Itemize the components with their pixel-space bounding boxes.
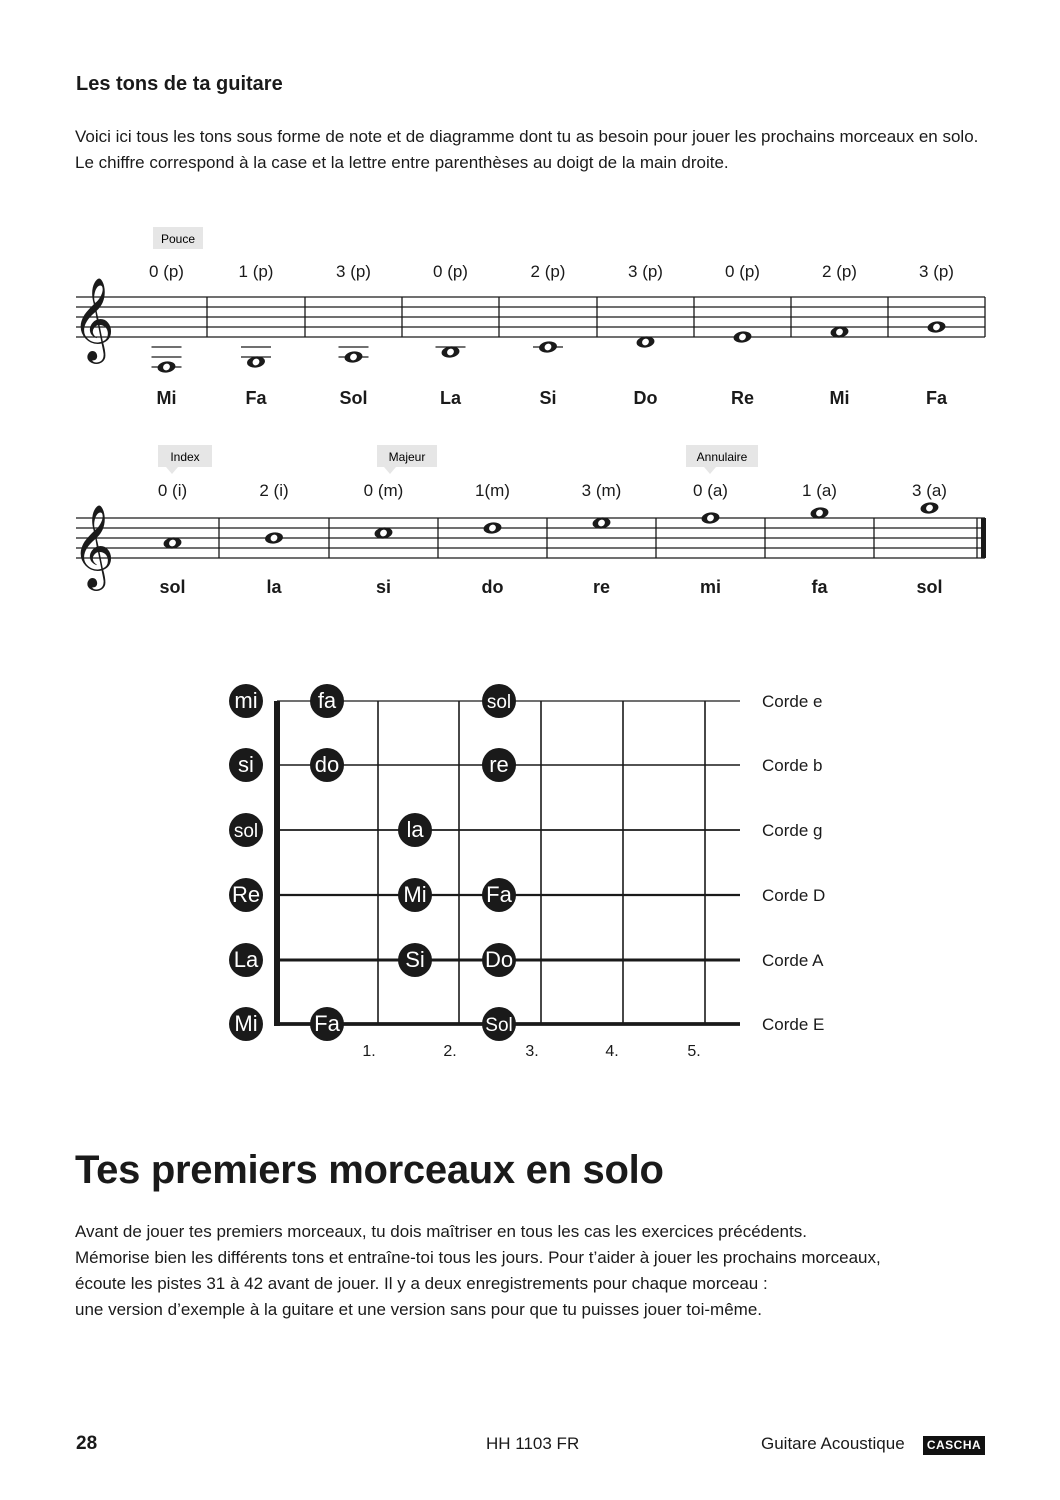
- whole-note: [733, 330, 752, 343]
- string-name-label: Corde D: [762, 886, 826, 905]
- callout-pouce: [153, 227, 203, 249]
- note-dot-label: mi: [234, 688, 258, 713]
- note-name-label: Fa: [925, 388, 948, 408]
- body-line: Mémorise bien les différents tons et entraîne-toi tous les jours. Pour t’aider à jouer les prochains morceaux,: [75, 1248, 881, 1267]
- callout-label: Majeur: [388, 450, 426, 464]
- fret-number-label: 4.: [605, 1043, 619, 1060]
- whole-note: [927, 320, 946, 333]
- note-dot-label: sol: [233, 821, 259, 842]
- fingering-label: 3 (p): [919, 262, 954, 281]
- note-dot: [310, 684, 344, 718]
- note-dot: [398, 878, 432, 912]
- note-dot-label: Mi: [234, 1011, 258, 1036]
- string-name-label: Corde A: [762, 951, 824, 970]
- note-dot: [310, 1007, 344, 1041]
- fret-number-label: 5.: [687, 1043, 701, 1060]
- section-body: [75, 1219, 1015, 1323]
- note-name-label: Sol: [339, 388, 368, 408]
- fret-number-label: 3.: [525, 1043, 539, 1060]
- fingering-label: 1 (p): [238, 262, 274, 281]
- publisher-logo: CASCHA: [923, 1436, 985, 1455]
- intro-paragraph: Voici ici tous les tons sous forme de note et de diagramme dont tu as besoin pour jouer les prochains morceaux en solo. Le chiffre correspond à la case et la lettre entre parenthèses au doigt de la main droite.: [75, 127, 979, 172]
- treble-clef-icon: 𝄞: [72, 279, 115, 359]
- note-dot-label: Do: [484, 947, 514, 972]
- note-dot: [229, 1007, 263, 1041]
- note-dot: [482, 943, 516, 977]
- fingering-label: 0 (p): [725, 262, 760, 281]
- fingering-label: 1 (a): [802, 481, 837, 500]
- body-line: Avant de jouer tes premiers morceaux, tu dois maîtriser en tous les cas les exercices précédents.: [75, 1222, 807, 1241]
- section-title: Tes premiers morceaux en solo: [75, 1148, 664, 1192]
- note-dot: [229, 748, 263, 782]
- note-name-label: re: [592, 577, 611, 597]
- fingering-label: 3 (a): [912, 481, 947, 500]
- fingering-label: 3 (m): [581, 481, 622, 500]
- body-line: une version d’exemple à la guitare et une version sans pour que tu puisses jouer toi-même.: [75, 1300, 762, 1319]
- fret-number-label: 1.: [362, 1043, 376, 1060]
- note-name-label: La: [439, 388, 462, 408]
- string-name-label: Corde E: [762, 1015, 825, 1034]
- whole-note: [920, 501, 939, 514]
- note-dot-label: Re: [231, 882, 261, 907]
- section-heading: Les tons de ta guitare: [76, 73, 283, 95]
- book-title: Guitare Acoustique: [761, 1434, 905, 1453]
- note-dot-label: Sol: [485, 1015, 513, 1036]
- note-dot-label: La: [233, 947, 259, 972]
- whole-note: [344, 350, 363, 363]
- note-dot: [398, 813, 432, 847]
- whole-note: [264, 531, 283, 544]
- note-dot: [229, 878, 263, 912]
- note-dot-label: sol: [486, 692, 512, 713]
- note-dot-label: Fa: [314, 1011, 340, 1036]
- fret-number-label: 2.: [443, 1043, 457, 1060]
- note-dot: [482, 684, 516, 718]
- fretboard-diagram: [229, 684, 825, 1060]
- note-dot-label: la: [406, 817, 424, 842]
- note-name-label: sol: [916, 577, 943, 597]
- note-name-label: fa: [811, 577, 828, 597]
- note-name-label: mi: [699, 577, 722, 597]
- note-name-label: Do: [633, 388, 658, 408]
- fingering-label: 2 (p): [822, 262, 857, 281]
- note-name-label: sol: [159, 577, 186, 597]
- note-dot-label: Mi: [403, 882, 427, 907]
- note-dot: [482, 748, 516, 782]
- note-name-label: Fa: [245, 388, 267, 408]
- final-bar-line: [981, 518, 986, 558]
- note-dot-label: re: [489, 752, 509, 777]
- fingering-label: 0 (i): [157, 481, 188, 500]
- fingering-label: 0 (m): [363, 481, 404, 500]
- callout-label: Index: [170, 450, 200, 464]
- callout-annulaire: [686, 445, 758, 474]
- note-dot: [229, 943, 263, 977]
- note-name-label: si: [375, 577, 392, 597]
- fingering-label: 0 (a): [693, 481, 728, 500]
- note-name-label: Mi: [829, 388, 850, 408]
- body-line: écoute les pistes 31 à 42 avant de jouer. Il y a deux enregistrements pour chaque morceau :: [75, 1274, 768, 1293]
- note-dot: [482, 878, 516, 912]
- callout-index: [158, 445, 212, 474]
- note-dot-label: Si: [405, 947, 425, 972]
- book-code: HH 1103 FR: [486, 1434, 580, 1453]
- note-dot-label: fa: [317, 688, 337, 713]
- staff-2: [72, 445, 986, 597]
- page-number: 28: [76, 1433, 98, 1454]
- note-name-label: Re: [730, 388, 755, 408]
- fingering-label: 0 (p): [149, 262, 184, 281]
- treble-clef-icon: 𝄞: [72, 506, 115, 586]
- note-name-label: Mi: [156, 388, 177, 408]
- fingering-label: 1(m): [475, 481, 510, 500]
- note-dot: [310, 748, 344, 782]
- note-dot: [482, 1007, 516, 1041]
- note-dot: [229, 813, 263, 847]
- fingering-label: 3 (p): [336, 262, 371, 281]
- note-dot: [229, 684, 263, 718]
- string-name-label: Corde b: [762, 756, 823, 775]
- note-name-label: do: [481, 577, 504, 597]
- whole-note: [157, 360, 176, 373]
- fingering-label: 2 (p): [530, 262, 566, 281]
- callout-label: Pouce: [160, 232, 196, 246]
- note-dot-label: Fa: [486, 882, 512, 907]
- callout-majeur: [377, 445, 437, 474]
- note-dot-label: si: [238, 752, 254, 777]
- fingering-label: 0 (p): [433, 262, 468, 281]
- staff-1: [72, 227, 985, 408]
- fingering-label: 3 (p): [628, 262, 663, 281]
- guitar-nut: [274, 701, 280, 1026]
- whole-note: [701, 511, 720, 524]
- string-name-label: Corde e: [762, 692, 823, 711]
- whole-note: [483, 521, 502, 534]
- note-dot: [398, 943, 432, 977]
- note-name-label: la: [266, 577, 282, 597]
- note-dot-label: do: [314, 752, 340, 777]
- fingering-label: 2 (i): [259, 481, 289, 500]
- note-name-label: Si: [539, 388, 557, 408]
- whole-note: [538, 340, 557, 353]
- callout-label: Annulaire: [696, 450, 748, 464]
- string-name-label: Corde g: [762, 821, 823, 840]
